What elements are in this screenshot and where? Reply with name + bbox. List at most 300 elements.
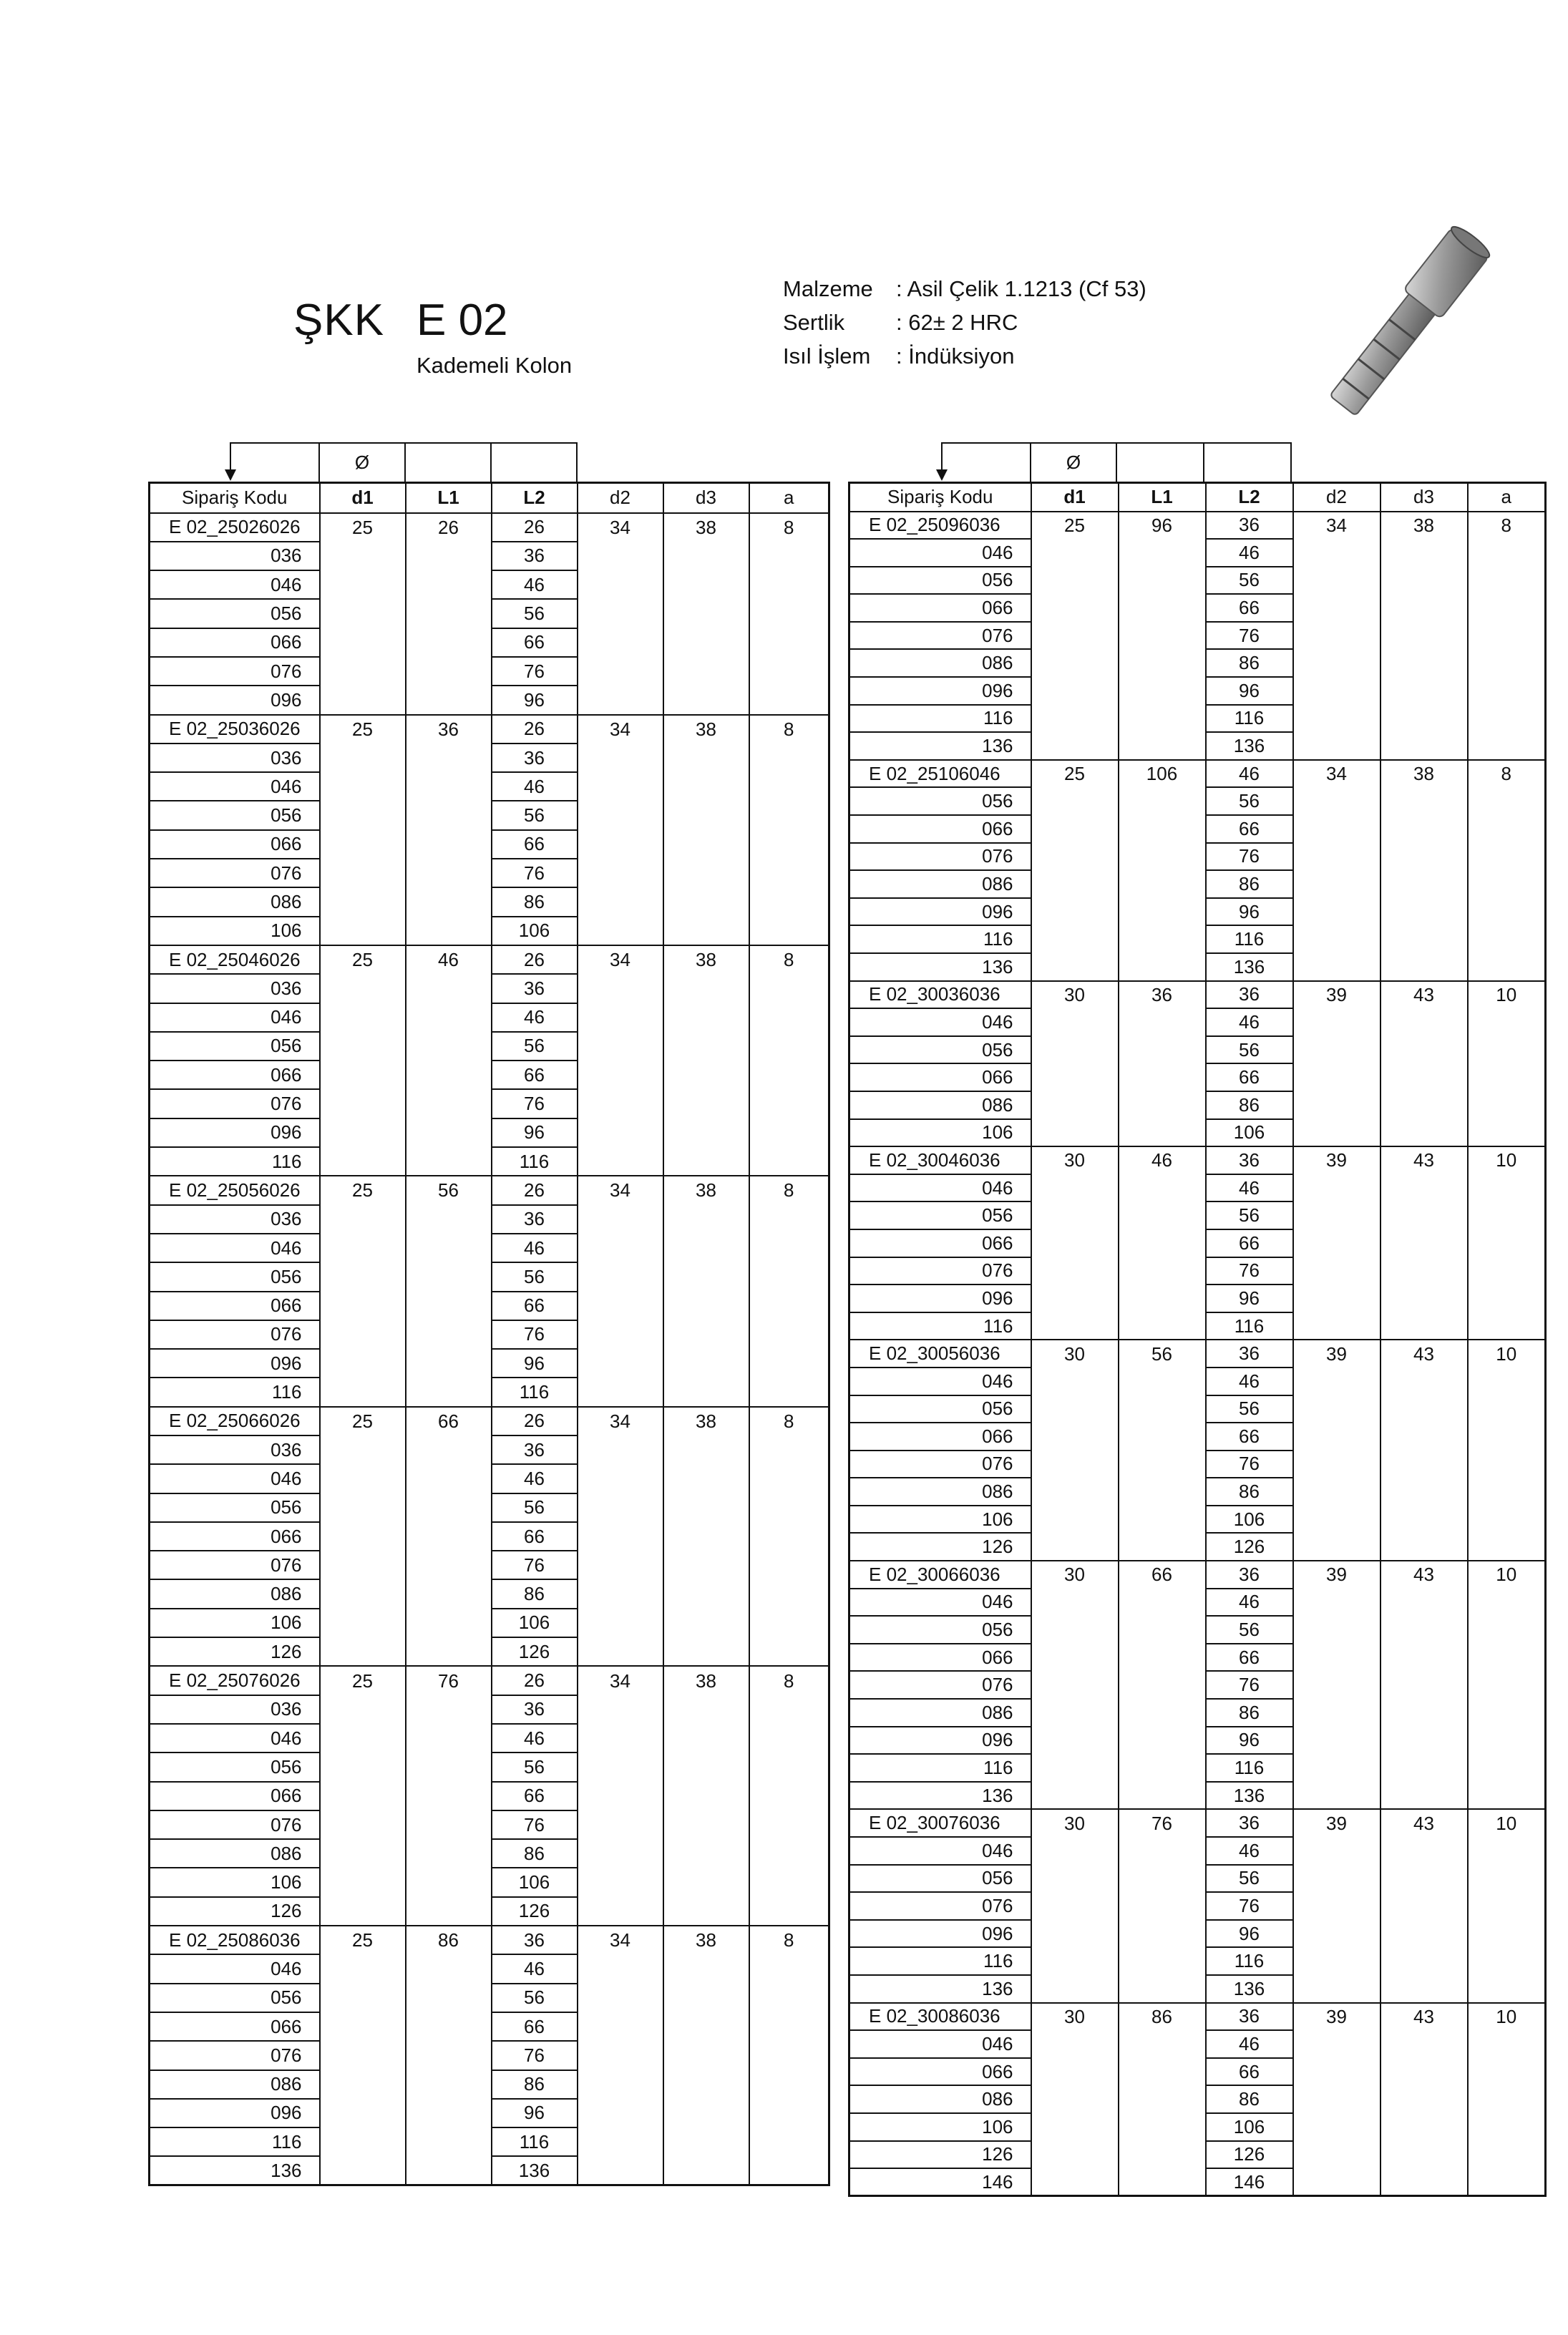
- a-cell: [1468, 1423, 1546, 1451]
- d3-cell: [663, 801, 749, 829]
- spec-value: : İndüksiyon: [896, 343, 1015, 369]
- l1-cell: [406, 628, 492, 657]
- l2-cell: 76: [1206, 1671, 1293, 1699]
- d3-cell: [663, 2012, 749, 2041]
- a-cell: [1468, 732, 1546, 760]
- l1-cell: [1119, 1395, 1206, 1423]
- order-code-cell: E 02_25026026: [150, 513, 320, 542]
- a-cell: [1468, 898, 1546, 926]
- col-header: d2: [578, 483, 663, 513]
- table-row: [150, 1176, 829, 1204]
- a-cell: [749, 1984, 829, 2012]
- table-row: [849, 1837, 1546, 1865]
- d3-cell: [1380, 1644, 1468, 1672]
- d2-cell: 39: [1293, 981, 1380, 1009]
- l2-cell: 116: [492, 2127, 578, 2156]
- a-cell: [749, 830, 829, 859]
- d3-cell: [1380, 1451, 1468, 1478]
- d1-cell: [320, 2041, 406, 2070]
- order-code-cell: E 02_25086036: [150, 1926, 320, 1954]
- l1-cell: [1119, 1506, 1206, 1534]
- d2-cell: 34: [578, 513, 663, 542]
- a-cell: [1468, 1865, 1546, 1893]
- d2-cell: [1293, 1837, 1380, 1865]
- order-code-cell: E 02_25076026: [150, 1666, 320, 1695]
- table-row: [849, 1865, 1546, 1893]
- table-row: [150, 1839, 829, 1868]
- a-cell: [749, 1839, 829, 1868]
- l2-cell: 26: [492, 945, 578, 974]
- table-row: [849, 594, 1546, 622]
- d1-cell: [320, 887, 406, 916]
- d1-cell: [320, 1954, 406, 1983]
- l1-cell: [406, 1493, 492, 1522]
- d2-cell: [1293, 705, 1380, 733]
- l1-cell: [406, 686, 492, 714]
- empty-cell: [1204, 442, 1292, 482]
- d2-cell: [1293, 1395, 1380, 1423]
- l1-cell: [1119, 705, 1206, 733]
- order-code-cell: 076: [849, 1451, 1031, 1478]
- d3-cell: [663, 1320, 749, 1349]
- d2-cell: [578, 1003, 663, 1032]
- table-row: [849, 1671, 1546, 1699]
- d2-cell: [578, 1349, 663, 1378]
- a-cell: 10: [1468, 1809, 1546, 1837]
- table-row: [150, 1262, 829, 1291]
- col-header: Sipariş Kodu: [849, 483, 1031, 512]
- order-code-cell: 046: [150, 1234, 320, 1262]
- a-cell: [749, 1954, 829, 1983]
- a-cell: [749, 1868, 829, 1896]
- d1-cell: [320, 1493, 406, 1522]
- l1-cell: [406, 1349, 492, 1378]
- table-row: [849, 843, 1546, 871]
- order-code-cell: 126: [150, 1637, 320, 1666]
- table-row: [150, 570, 829, 599]
- d1-cell: 30: [1031, 981, 1119, 1009]
- order-code-cell: 056: [150, 1984, 320, 2012]
- d3-cell: [1380, 1174, 1468, 1202]
- d2-cell: 34: [1293, 760, 1380, 788]
- table-row: [849, 1782, 1546, 1810]
- a-cell: [749, 1378, 829, 1406]
- order-code-cell: E 02_30086036: [849, 2003, 1031, 2031]
- a-cell: [1468, 567, 1546, 595]
- d3-cell: 38: [663, 715, 749, 744]
- a-cell: [1468, 1754, 1546, 1782]
- table-row: [150, 1089, 829, 1118]
- table-row: [849, 677, 1546, 705]
- d2-cell: [1293, 1063, 1380, 1091]
- l2-cell: 56: [1206, 1395, 1293, 1423]
- order-code-cell: 126: [150, 1897, 320, 1926]
- d1-cell: [1031, 1091, 1119, 1119]
- order-code-cell: 086: [849, 649, 1031, 677]
- l1-cell: [1119, 539, 1206, 567]
- d2-cell: [1293, 622, 1380, 650]
- table-row: [150, 1493, 829, 1522]
- d2-cell: [578, 1320, 663, 1349]
- a-cell: [749, 1061, 829, 1089]
- l2-cell: 96: [1206, 1920, 1293, 1948]
- d3-cell: 43: [1380, 2003, 1468, 2031]
- d2-cell: [578, 974, 663, 1003]
- table-row: [849, 870, 1546, 898]
- table-row: [849, 622, 1546, 650]
- a-cell: [1468, 2113, 1546, 2141]
- table-row: [150, 542, 829, 570]
- order-code-cell: 046: [849, 1174, 1031, 1202]
- l2-cell: 96: [492, 2099, 578, 2127]
- d3-cell: [1380, 1616, 1468, 1644]
- spec-row-material: [783, 272, 1146, 306]
- d1-cell: [320, 542, 406, 570]
- d2-cell: [578, 542, 663, 570]
- d3-cell: [1380, 1201, 1468, 1229]
- d1-cell: [1031, 953, 1119, 981]
- l1-cell: [406, 599, 492, 628]
- d3-cell: [1380, 1257, 1468, 1285]
- d2-cell: [578, 570, 663, 599]
- order-code-cell: 076: [849, 1892, 1031, 1920]
- order-code-cell: 066: [150, 1292, 320, 1320]
- product-code: E 02: [417, 296, 508, 345]
- d2-cell: [1293, 1589, 1380, 1617]
- a-cell: [1468, 1920, 1546, 1948]
- a-cell: [749, 859, 829, 887]
- d1-cell: [320, 570, 406, 599]
- l2-cell: 86: [1206, 1699, 1293, 1727]
- l2-cell: 66: [492, 2012, 578, 2041]
- l2-cell: 86: [1206, 870, 1293, 898]
- order-code-cell: 076: [150, 1089, 320, 1118]
- d2-cell: 34: [578, 945, 663, 974]
- l2-cell: 76: [492, 1551, 578, 1579]
- l1-cell: [406, 772, 492, 801]
- a-cell: [749, 1810, 829, 1839]
- d3-cell: [1380, 732, 1468, 760]
- a-cell: [1468, 1063, 1546, 1091]
- a-cell: [749, 1522, 829, 1551]
- d1-cell: 30: [1031, 1340, 1119, 1368]
- table-row: [849, 1644, 1546, 1672]
- table-row: [150, 1984, 829, 2012]
- a-cell: [1468, 815, 1546, 843]
- a-cell: [749, 1724, 829, 1753]
- spec-label: Sertlik: [783, 310, 845, 335]
- table-row: [150, 657, 829, 686]
- a-cell: [749, 1089, 829, 1118]
- l1-cell: [406, 1724, 492, 1753]
- d1-cell: [320, 917, 406, 945]
- l1-cell: [406, 830, 492, 859]
- d3-cell: [663, 1032, 749, 1061]
- l1-cell: [1119, 2058, 1206, 2086]
- order-code-cell: 146: [849, 2168, 1031, 2196]
- d2-cell: [1293, 567, 1380, 595]
- l1-cell: [1119, 1892, 1206, 1920]
- l2-cell: 46: [492, 1954, 578, 1983]
- a-cell: 8: [749, 1666, 829, 1695]
- table-row: [849, 1809, 1546, 1837]
- d1-cell: 25: [1031, 512, 1119, 540]
- table-row: [849, 760, 1546, 788]
- d2-cell: 34: [578, 1407, 663, 1435]
- table-row: [150, 974, 829, 1003]
- order-code-cell: 086: [150, 2070, 320, 2099]
- d3-cell: 38: [663, 1926, 749, 1954]
- d2-cell: [1293, 1368, 1380, 1395]
- d2-cell: [1293, 2058, 1380, 2086]
- d1-cell: [1031, 1533, 1119, 1561]
- d3-cell: [1380, 594, 1468, 622]
- l1-cell: [406, 1868, 492, 1896]
- l1-cell: [1119, 1947, 1206, 1975]
- d1-cell: 25: [320, 1666, 406, 1695]
- table-row: [150, 1464, 829, 1493]
- l2-cell: 56: [492, 1493, 578, 1522]
- d3-cell: [1380, 1727, 1468, 1755]
- l1-cell: [1119, 898, 1206, 926]
- d3-cell: [663, 1003, 749, 1032]
- d1-cell: [1031, 1865, 1119, 1893]
- l1-cell: [1119, 2030, 1206, 2058]
- d2-cell: [578, 1435, 663, 1464]
- l2-cell: 96: [1206, 898, 1293, 926]
- d3-cell: [1380, 677, 1468, 705]
- d1-cell: [320, 1234, 406, 1262]
- d1-cell: [1031, 1975, 1119, 2003]
- d2-cell: [1293, 2030, 1380, 2058]
- table-row: [849, 2141, 1546, 2169]
- d1-cell: [1031, 1229, 1119, 1257]
- d1-cell: [320, 830, 406, 859]
- order-code-cell: 056: [849, 787, 1031, 815]
- table-row: [849, 981, 1546, 1009]
- d2-cell: [1293, 1423, 1380, 1451]
- order-code-cell: 056: [849, 1865, 1031, 1893]
- l1-cell: [1119, 843, 1206, 871]
- table-row: [849, 512, 1546, 540]
- l1-cell: [1119, 1727, 1206, 1755]
- d1-cell: [1031, 2168, 1119, 2196]
- l1-cell: [1119, 1533, 1206, 1561]
- d1-cell: [320, 2156, 406, 2185]
- d3-cell: [663, 599, 749, 628]
- d2-cell: [1293, 870, 1380, 898]
- d1-cell: [320, 1868, 406, 1896]
- d1-cell: [1031, 815, 1119, 843]
- d1-cell: [320, 1435, 406, 1464]
- table-row: [150, 2156, 829, 2185]
- table-row: [150, 599, 829, 628]
- l1-cell: [406, 1897, 492, 1926]
- table-row: [150, 2127, 829, 2156]
- d3-cell: [1380, 1947, 1468, 1975]
- l1-cell: [1119, 1257, 1206, 1285]
- spec-row-hardness: [783, 306, 1146, 339]
- l2-cell: 66: [1206, 1644, 1293, 1672]
- a-cell: [749, 2127, 829, 2156]
- l1-cell: [1119, 1312, 1206, 1340]
- table-row: [849, 1478, 1546, 1506]
- arrow-down-icon: [225, 469, 236, 481]
- d1-cell: 25: [1031, 760, 1119, 788]
- d3-cell: [1380, 1119, 1468, 1147]
- table-row: [849, 1174, 1546, 1202]
- a-cell: [1468, 925, 1546, 953]
- l1-cell: [406, 2127, 492, 2156]
- table-row: [849, 1423, 1546, 1451]
- l2-cell: 36: [492, 744, 578, 772]
- d3-cell: 43: [1380, 1561, 1468, 1589]
- l1-cell: [1119, 1451, 1206, 1478]
- order-code-cell: 106: [849, 1506, 1031, 1534]
- a-cell: [1468, 2168, 1546, 2196]
- spec-list: [783, 272, 1146, 373]
- l2-cell: 76: [492, 1089, 578, 1118]
- order-code-cell: 086: [150, 1579, 320, 1608]
- d2-cell: [1293, 843, 1380, 871]
- d1-cell: [1031, 1008, 1119, 1036]
- d2-cell: [578, 1897, 663, 1926]
- d3-cell: [1380, 1671, 1468, 1699]
- arrow-line: [230, 442, 318, 444]
- d2-cell: [578, 1637, 663, 1666]
- order-code-cell: E 02_25056026: [150, 1176, 320, 1204]
- a-cell: [749, 1493, 829, 1522]
- table-row: [150, 1609, 829, 1637]
- table-row: [849, 1920, 1546, 1948]
- order-code-cell: 046: [150, 1003, 320, 1032]
- l2-cell: 136: [1206, 732, 1293, 760]
- order-code-cell: 096: [849, 1727, 1031, 1755]
- l1-cell: [406, 974, 492, 1003]
- d1-cell: [320, 1292, 406, 1320]
- d2-cell: [1293, 1036, 1380, 1064]
- d1-cell: [1031, 1699, 1119, 1727]
- a-cell: 10: [1468, 1561, 1546, 1589]
- d2-cell: [578, 917, 663, 945]
- table-row: [849, 1754, 1546, 1782]
- table-row: [849, 787, 1546, 815]
- l1-cell: [406, 1320, 492, 1349]
- table-row: [849, 1285, 1546, 1312]
- d2-cell: [578, 801, 663, 829]
- table-row: [849, 1506, 1546, 1534]
- l2-cell: 56: [492, 801, 578, 829]
- table-row: [849, 1395, 1546, 1423]
- d1-cell: [320, 2070, 406, 2099]
- a-cell: [749, 2012, 829, 2041]
- order-code-cell: 076: [849, 1671, 1031, 1699]
- l2-cell: 36: [1206, 1340, 1293, 1368]
- order-code-cell: 096: [150, 1349, 320, 1378]
- l2-cell: 126: [492, 1897, 578, 1926]
- a-cell: [1468, 1285, 1546, 1312]
- order-code-cell: 066: [150, 1061, 320, 1089]
- table-row: [150, 1349, 829, 1378]
- d1-cell: [320, 974, 406, 1003]
- d3-cell: [663, 1551, 749, 1579]
- d2-cell: [578, 1753, 663, 1781]
- d1-cell: [320, 1003, 406, 1032]
- l1-cell: [406, 1205, 492, 1234]
- a-cell: [1468, 1478, 1546, 1506]
- d2-cell: [578, 628, 663, 657]
- d3-cell: [663, 887, 749, 916]
- order-code-cell: 086: [849, 1091, 1031, 1119]
- l1-cell: [406, 1954, 492, 1983]
- order-code-cell: 056: [849, 1036, 1031, 1064]
- d3-cell: [663, 1205, 749, 1234]
- order-code-cell: 036: [150, 542, 320, 570]
- l1-cell: [406, 1234, 492, 1262]
- table-row: [150, 744, 829, 772]
- d3-cell: 43: [1380, 1809, 1468, 1837]
- l1-cell: [1119, 1865, 1206, 1893]
- order-code-cell: 036: [150, 1205, 320, 1234]
- table-row: [849, 2085, 1546, 2113]
- l1-cell: [1119, 1091, 1206, 1119]
- order-code-cell: 126: [849, 1533, 1031, 1561]
- l1-cell: [406, 801, 492, 829]
- l2-cell: 86: [1206, 2085, 1293, 2113]
- d1-cell: [320, 772, 406, 801]
- l1-cell: [406, 1292, 492, 1320]
- table-row: [849, 1975, 1546, 2003]
- a-cell: [749, 1579, 829, 1608]
- arrow-line: [941, 442, 943, 471]
- l1-cell: [406, 570, 492, 599]
- d2-cell: [578, 1984, 663, 2012]
- d3-cell: [663, 1493, 749, 1522]
- d2-cell: [1293, 649, 1380, 677]
- d1-cell: [320, 686, 406, 714]
- order-code-cell: 046: [849, 539, 1031, 567]
- order-code-cell: 116: [150, 1147, 320, 1176]
- table-row: [150, 830, 829, 859]
- l1-cell: [1119, 1920, 1206, 1948]
- d1-cell: [1031, 898, 1119, 926]
- d2-cell: [1293, 1257, 1380, 1285]
- d2-cell: [578, 2127, 663, 2156]
- d1-cell: [1031, 539, 1119, 567]
- l2-cell: 56: [1206, 1201, 1293, 1229]
- order-code-cell: 046: [150, 772, 320, 801]
- l2-cell: 36: [1206, 1146, 1293, 1174]
- l1-cell: 26: [406, 513, 492, 542]
- d2-cell: [578, 686, 663, 714]
- order-code-cell: 076: [150, 1810, 320, 1839]
- stepped-pillar-image: [1310, 218, 1510, 426]
- l1-cell: 86: [406, 1926, 492, 1954]
- l2-cell: 66: [492, 1061, 578, 1089]
- d2-cell: 34: [578, 1926, 663, 1954]
- d2-cell: [578, 2041, 663, 2070]
- d3-cell: [1380, 1008, 1468, 1036]
- order-code-cell: 076: [150, 657, 320, 686]
- d2-cell: [1293, 1865, 1380, 1893]
- table-row: [150, 1205, 829, 1234]
- d1-cell: [320, 599, 406, 628]
- table-row: [849, 1616, 1546, 1644]
- table-row: [849, 2003, 1546, 2031]
- order-code-cell: 076: [849, 622, 1031, 650]
- d2-cell: [578, 859, 663, 887]
- d1-cell: [1031, 1119, 1119, 1147]
